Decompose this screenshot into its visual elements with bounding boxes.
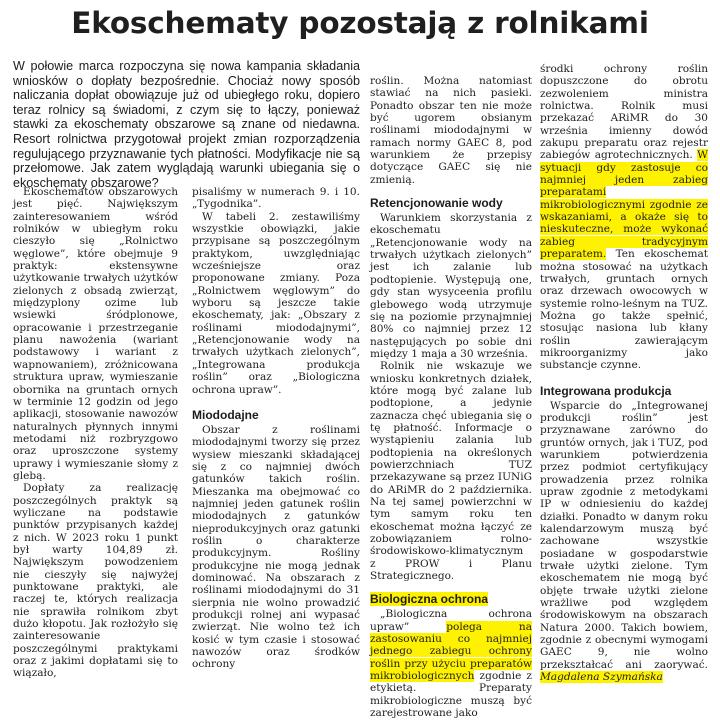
col4-p1-end: Ten ekoschemat można stosować na użytkach trwałych, gruntach ornych oraz drzewach owocowych w systemie rolno-leśnym na TUZ. Można go także spełnić, stosując nasiona lub kłany roślin zawierającym mikroorganizmy jako substancje czynne. [540,248,709,372]
column-1 [13,186,178,680]
subheading-integrowana: Integrowana produkcja [540,383,672,398]
col2-paragraph-1: pisaliśmy w numerach 9. i 10. „Tygodnika”. [192,186,360,211]
subheading-biologiczna-text: Biologiczna ochrona [370,592,489,607]
lead-paragraph [13,59,360,190]
column-4 [540,63,708,684]
col3-p4-highlight: polega na zastosowaniu co najmniej jednego zabiegu ochrony roślin przy użyciu preparatów mikrobiologicznych [370,620,532,683]
col4-paragraph-1 [540,63,708,372]
col4-p1-highlight: W sytuacji gdy zastosuje co najmniej jeden zabieg preparatami mikrobiologicznymi zgodnie ze wskazaniami, a okaże się to nieskuteczne, może wykonać zabieg tradycyjnym preparatem. [540,149,708,261]
col3-paragraph-2: Warunkiem skorzystania z ekoschematu „Retencjonowanie wody na trwałych użytkach zielonych” jest ich zalanie lub podtopienie. Występują one, gdy stan wysyceenia profilu glebowego wodą utrzymuje się na poziomie przynajmniej 80% co najmniej przez 12 następujących po sobie dni między 1 maja a 30 września. [370,212,532,360]
col3-p4-start: „Biologiczna ochrona upraw” [370,608,532,633]
col2-paragraph-3: Obszar z roślinami miododajnymi tworzy się przez wysiew mieszanki składającej się z co najmniej dwóch gatunków takich roślin. Mieszanka ma obejmować co najmniej jeden gatunek roślin miododajnych z gatunków nieprodukcyjnych oraz gatunki roślin o charakterze produkcyjnym. Rośliny produkcyjne nie mogą jednak dominować. Na obszarach z roślinami miododajnymi do 31 sierpnia nie wolno prowadzić produkcji rolnej ani wypasać zwierząt. Nie wolno też ich kosić w tym czasie i stosować nawozów oraz środków ochrony [192,423,360,671]
column-2 [192,186,360,671]
col3-paragraph-3: Rolnik nie wskazuje we wniosku konkretnych działek, które mogą być zalane lub podtopione, a jedynie zaznacza chęć ubiegania się o tę płatność. Informacje o wystąpieniu zalania lub podtopienia na określonych powierzchniach TUZ przekazywane są przez IUNiG do ARiMR do 2 października. Na tej samej powierzchni w tym samym roku ten ekoschemat można łączyć ze zobowiązaniem rolno-środowiskowo-klimatycznym z PROW i Planu Strategicznego. [370,360,532,583]
subheading-miododajne: Miododajne [192,407,259,422]
col1-paragraph-1: Ekoschematów obszarowych jest pięć. Największym zainteresowaniem wśród rolników w ubiegłym roku cieszyło się „Rolnictwo węglowe”, które obejmuje 9 praktyk: ekstensywne użytkowanie trwałych użytków zielonych z obsadą zwierząt, międzyplony ozime lub wsiewki śródplonowe, opracowanie i przestrzeganie planu nawożenia (wariant podstawowy i wariant z wapnowaniem), zróżnicowana struktura upraw, wymieszanie obornika na gruntach ornych w terminie 12 godzin od jego aplikacji, stosowanie nawozów naturalnych płynnych innymi metodami niż rozbryzgowo oraz uproszczone systemy uprawy i wymieszanie słomy z glebą. [13,186,178,482]
col3-paragraph-4 [370,608,532,719]
column-3 [370,75,532,720]
lead-text: W połowie marca rozpoczyna się nowa kampania składania wniosków o dopłaty bezpośrednie. Chociaż nowy sposób naliczania dopłat obowiązuje już od ubiegłego roku, dopiero teraz rolnicy są świadomi, z czym się to łączy, ponieważ stawki za ekoschematy obszarowe są znane od niedawna. Resort rolnictwa przygotował projekt zmian rozporządzenia regulującego przyznawanie tych płatności. Modyfikacje nie są przełomowe. Jak zatem wyglądają warunki ubiegania się o ekoschematy obszarowe? [13,59,360,190]
col3-p4-end: zgodnie z etykietą. Preparaty mikrobiologiczne muszą być zarejestrowane jako [370,670,532,720]
subheading-biologiczna [370,592,532,606]
subheading-retencjonowanie: Retencjonowanie wody [370,196,503,211]
col4-p1-start: środki ochrony roślin dopuszczone do obrotu zezwoleniem ministra rolnictwa. Rolnik musi przekazać ARiMR do 30 września imienny dowód zakupu preparatu oraz rejestr zabiegów agrotechnicznych. [540,63,708,162]
col4-paragraph-2 [540,400,708,684]
headline: Ekoschematy pozostają z rolnikami [71,6,649,40]
col2-paragraph-2: W tabeli 2. zestawiliśmy wszystkie obowiązki, jakie przypisane są poszczególnym praktykom, uwzględniając wcześniejsze oraz proponowane zmiany. Poza „Rolnictwem węglowym” do wyboru są jeszcze takie ekoschematy, jak: „Obszary z roślinami miododajnymi”, „Retencjonowanie wody na trwałych użytkach zielonych”, „Integrowana produkcja roślin” oraz „Biologiczna ochrona upraw”. [192,210,360,396]
author-signature: Magdalena Szymańska [540,671,663,684]
col1-paragraph-2: Dopłaty za realizację poszczególnych praktyk są wyliczane na podstawie punktów przypisanych każdej z nich. W 2023 roku 1 punkt był warty 104,89 zł. Największym powodzeniem nie cieszyły się najwyżej punktowane praktyki, ale raczej te, których realizacja nie sprawiła rolnikom zbyt dużo kłopotu. Jak rozłożyło się zainteresowanie poszczególnymi praktykami oraz z jakimi dopłatami się to wiązało, [13,482,178,680]
col3-paragraph-1: roślin. Można natomiast stawiać na nich pasieki. Ponadto obszar ten nie może być ugorem obsianym roślinami miododajnymi w ramach normy GAEC 8, pod warunkiem że przepisy dotyczące GAEC się nie zmienią. [370,75,532,186]
col4-p2-text: Wsparcie do „Integrowanej produkcji roślin” jest przyznawane zarówno do gruntów ornych, jak i TUZ, pod warunkiem potwierdzenia przez podmiot certyfikujący prowadzenia przez rolnika upraw zgodnie z metodykami IP w odniesieniu do każdej działki. Ponadto w danym roku kalendarzowym muszą być zachowane wszystkie posiadane w gospodarstwie trwałe użytki zielone. Tym ekoschematem nie mogą być objęte trwałe użytki zielone wrażliwe pod względem środowiskowym na obszarach Natura 2000. Takich bowiem, zgodnie z obecnymi wymogami GAEC 9, nie wolno przekształcać ani zaorywać. [540,399,708,671]
